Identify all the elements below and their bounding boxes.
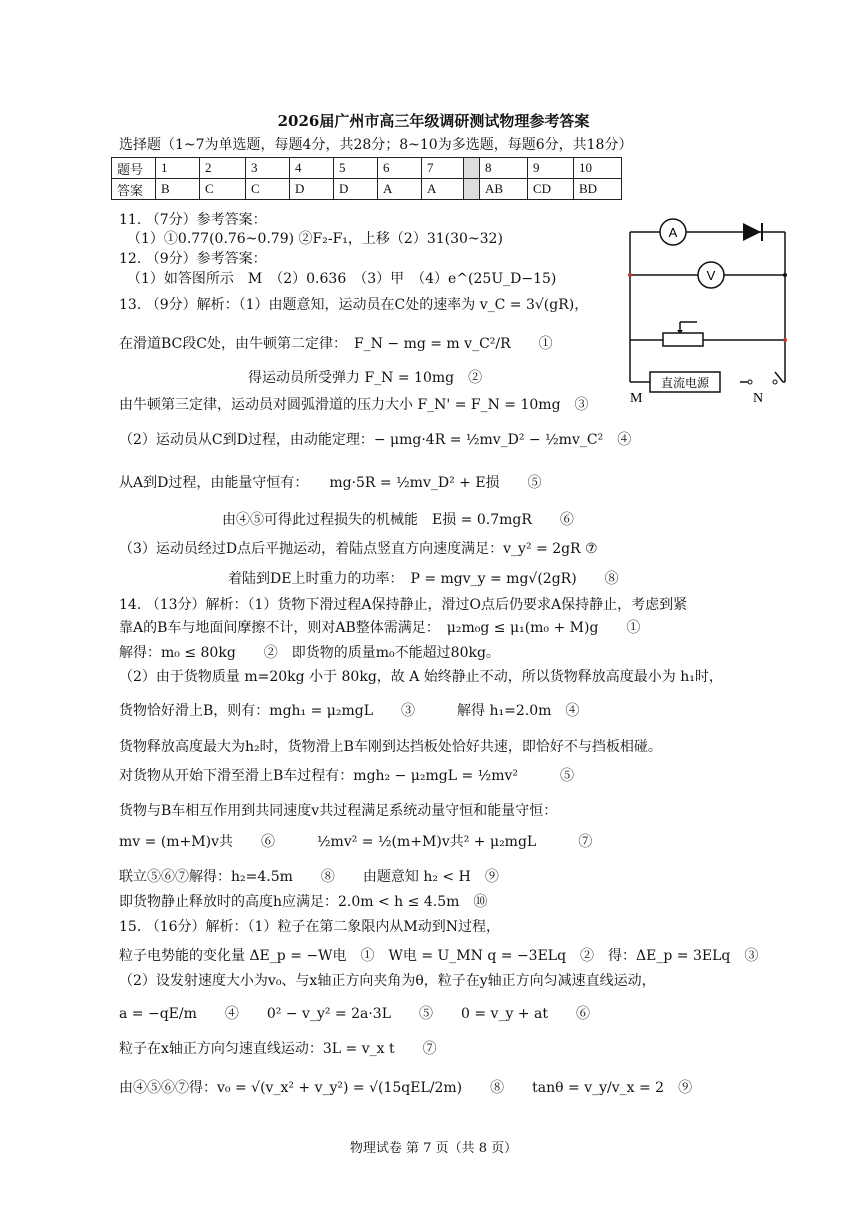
q15-line: 粒子在x轴正方向匀速直线运动：3L = v_x t ⑦ [119,1041,437,1057]
q13-line: （2）运动员从C到D过程，由动能定理：− μmg·4R = ½mv_D² − ½mv_C² ④ [119,432,632,448]
table-cell: 4 [290,158,334,179]
q15-line: a = −qE/m ④ 0² − v_y² = 2a·3L ⑤ 0 = v_y + at ⑥ [119,1006,590,1022]
power-source-label: 直流电源 [660,376,710,390]
q13-line: 在滑道BC段C处，由牛顿第二定律： F_N − mg = m v_C²/R ① [119,336,553,352]
q15-line: 15. （16分）解析：（1）粒子在第二象限内从M动到N过程， [119,919,501,935]
circuit-diagram [625,210,797,405]
table-row [112,179,622,200]
ammeter-label: A [668,225,678,240]
table-cell: 9 [528,158,574,179]
table-cell: 2 [200,158,246,179]
q14-line: 货物恰好滑上B，则有：mgh₁ = μ₂mgL ③ 解得 h₁=2.0m ④ [119,703,580,719]
table-cell: D [334,179,378,200]
table-cell: A [378,179,422,200]
table-cell: 6 [378,158,422,179]
q13-line: 由牛顿第三定律，运动员对圆弧滑道的压力大小 F_N' = F_N = 10mg ③ [119,397,589,413]
q15-line: 由④⑤⑥⑦得：v₀ = √(v_x² + v_y²) = √(15qEL/2m) ⑧ tanθ = v_y/v_x = 2 ⑨ [119,1080,693,1096]
q11-answer: （1）①0.77(0.76~0.79) ②F₂-F₁，上移（2）31(30~32) [127,231,503,247]
q14-line: 货物释放高度最大为h₂时，货物滑上B车刚到达挡板处恰好共速，即恰好不与挡板相碰。 [119,739,662,755]
q13-line: 13. （9分）解析：（1）由题意知，运动员在C处的速率为 v_C = 3√(gR)， [119,297,589,313]
q13-line: （3）运动员经过D点后平抛运动，着陆点竖直方向速度满足：v_y² = 2gR ⑦ [119,541,598,557]
table-cell: 7 [422,158,464,179]
rheostat-icon [663,333,703,346]
diode-icon [743,223,761,241]
table-cell: BD [574,179,622,200]
label-n: N [753,391,764,405]
q15-line: 粒子电势能的变化量 ΔE_p = −W电 ① W电 = U_MN q = −3ELq ② 得：ΔE_p = 3ELq ③ [119,948,759,964]
table-cell: A [422,179,464,200]
table-cell: 3 [246,158,290,179]
divider-cell [464,158,480,179]
row-label: 题号 [112,158,156,179]
q14-line: 即货物静止释放时的高度h应满足：2.0m < h ≤ 4.5m ⑩ [119,894,488,910]
table-cell: D [290,179,334,200]
table-cell: 8 [480,158,528,179]
table-cell: AB [480,179,528,200]
q14-line: 货物与B车相互作用到共同速度v共过程满足系统动量守恒和能量守恒： [119,803,558,819]
row-label: 答案 [112,179,156,200]
q11-heading: 11. （7分）参考答案： [119,212,267,228]
table-cell: 1 [156,158,200,179]
q14-line: 14. （13分）解析：（1）货物下滑过程A保持静止，滑过O点后仍要求A保持静止，考虑到紧 [119,597,688,613]
choice-intro: 选择题（1~7为单选题，每题4分，共28分；8~10为多选题，每题6分，共18分） [119,137,633,153]
q14-line: （2）由于货物质量 m=20kg 小于 80kg，故 A 始终静止不动，所以货物释放高度最小为 h₁时， [119,669,723,685]
page-footer: 物理试卷 第 7 页（共 8 页） [349,1141,518,1156]
q12-answer: （1）如答图所示 M （2）0.636 （3）甲 （4）e^(25U_D−15) [127,271,557,287]
q13-line: 从A到D过程，由能量守恒有： mg·5R = ½mv_D² + E损 ⑤ [119,475,542,491]
q14-line: 对货物从开始下滑至滑上B车过程有：mgh₂ − μ₂mgL = ½mv² ⑤ [119,768,575,784]
q14-line: mv = (m+M)v共 ⑥ ½mv² = ½(m+M)v共² + μ₂mgL ⑦ [119,834,593,850]
q12-heading: 12. （9分）参考答案： [119,251,267,267]
q14-line: 解得：m₀ ≤ 80kg ② 即货物的质量m₀不能超过80kg。 [119,645,500,661]
table-cell: 5 [334,158,378,179]
page-title: 2026届广州市高三年级调研测试物理参考答案 [277,112,590,130]
q14-line: 靠A的B车与地面间摩擦不计，则对AB整体需满足： μ₂m₀g ≤ μ₁(m₀ + M)g ① [119,620,641,636]
label-m: M [630,391,643,405]
table-row [112,158,622,179]
q13-line: 着陆到DE上时重力的功率： P = mgv_y = mg√(2gR) ⑧ [228,571,619,587]
table-cell: C [246,179,290,200]
answer-table [111,157,622,200]
table-cell: C [200,179,246,200]
divider-cell [464,179,480,200]
table-cell: B [156,179,200,200]
table-cell: 10 [574,158,622,179]
q13-line: 得运动员所受弹力 F_N = 10mg ② [248,370,483,386]
table-cell: CD [528,179,574,200]
q13-line: 由④⑤可得此过程损失的机械能 E损 = 0.7mgR ⑥ [222,512,574,528]
voltmeter-label: V [706,268,716,283]
q15-line: （2）设发射速度大小为v₀、与x轴正方向夹角为θ，粒子在y轴正方向匀减速直线运动， [119,973,656,989]
q14-line: 联立⑤⑥⑦解得：h₂=4.5m ⑧ 由题意知 h₂ < H ⑨ [119,869,499,885]
